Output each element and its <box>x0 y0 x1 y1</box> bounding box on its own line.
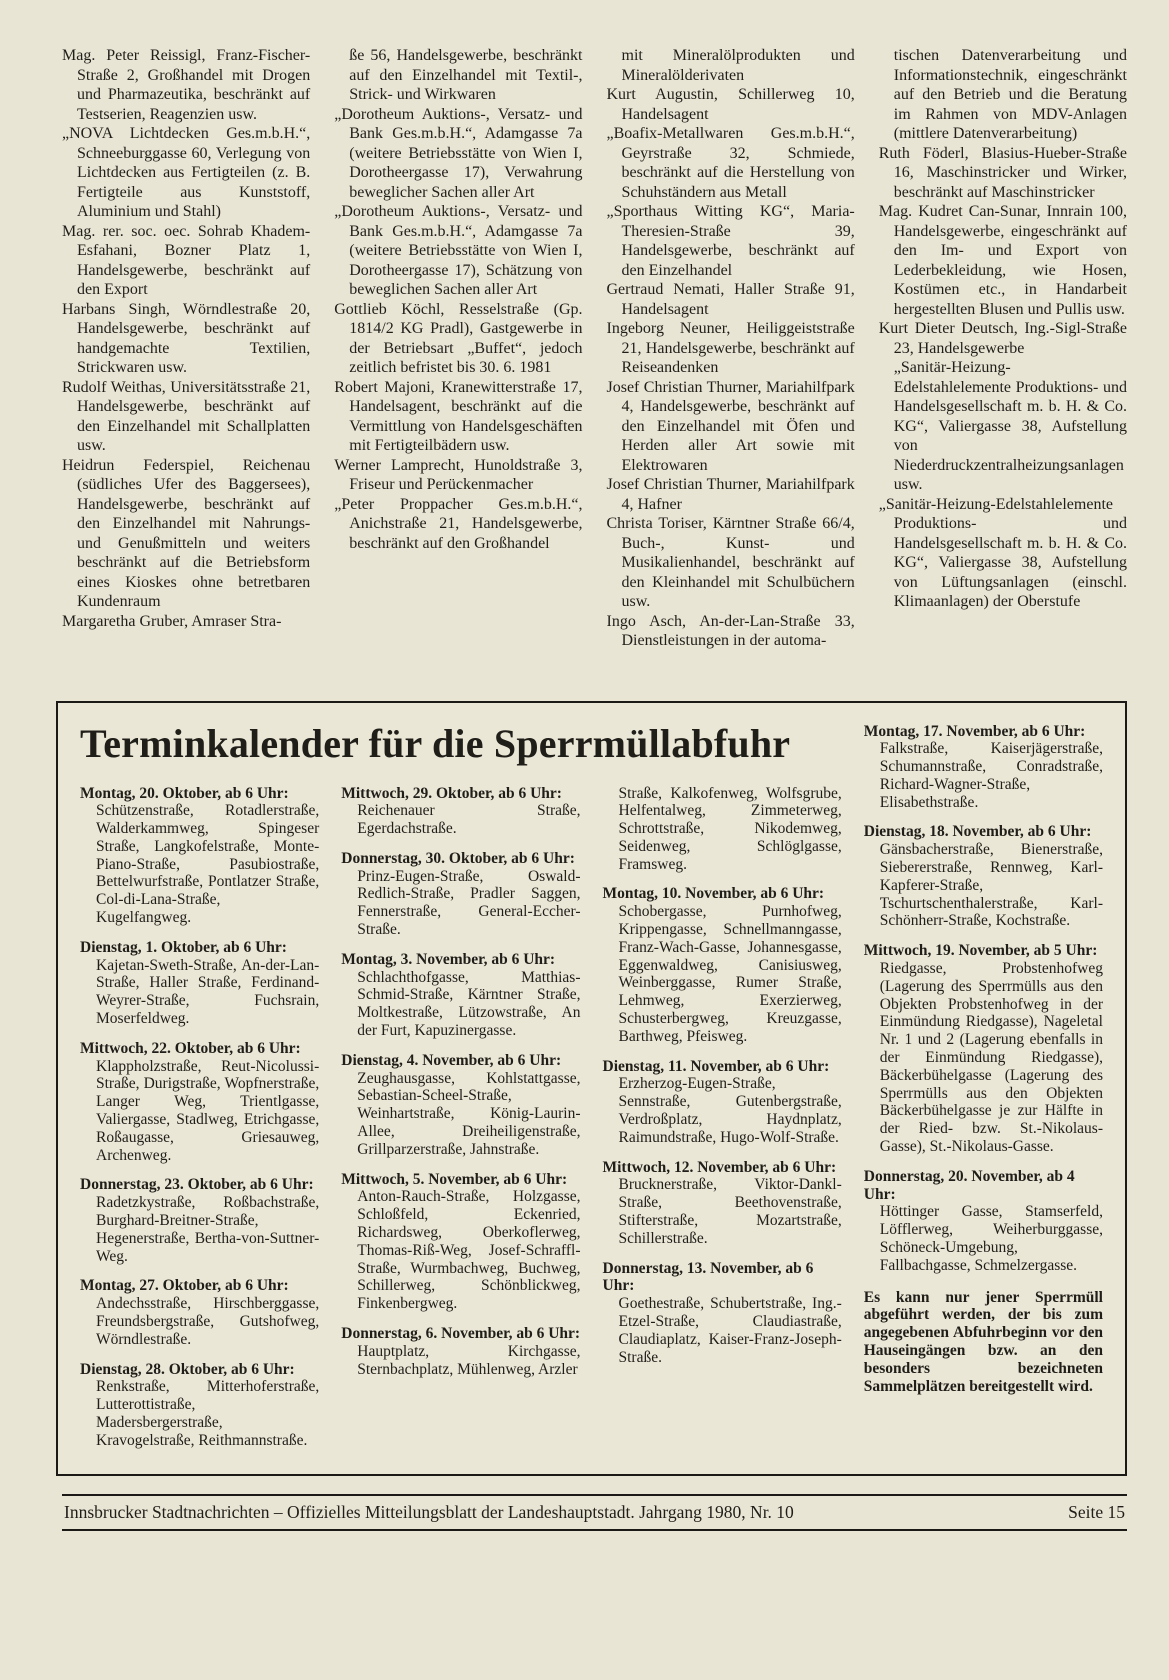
registration-entry: Robert Majoni, Kranewitterstraße 17, Handelsagent, beschränkt auf die Vermittlung von Handelsgeschäften mit Fertigteilbädern usw. <box>334 378 583 454</box>
registration-entry: Ruth Föderl, Blasius-Hueber-Straße 16, Maschinstricker und Wirker, beschränkt auf Maschinstricker <box>878 144 1127 201</box>
schedule-entry: Gänsbacherstraße, Bienerstraße, Siebererstraße, Rennweg, Karl-Kapferer-Straße, Tschurtschenthalerstraße, Karl-Schönherr-Straße, Kochstraße. <box>879 841 1103 930</box>
schedule-entry: Dienstag, 18. November, ab 6 Uhr: <box>863 823 1092 841</box>
schedule-entry: Dienstag, 1. Oktober, ab 6 Uhr: <box>80 938 287 956</box>
schedule-entry: Riedgasse, Probstenhofweg (Lagerung des Sperrmülls aus den Objekten Probstenhofweg in der Einmündung Riedgasse), Nageletal Nr. 1 und 2 (Lagerung ebenfalls in der Einmündung Riedgasse), Bäckerbühelgasse (Lagerung des Sperrmülls aus den Objekten Bäckerbühelgasse je zur Hälfte in der Ried- bzw. St.-Nikolaus-Gasse), St.-Nikolaus-Gasse. <box>879 960 1103 1156</box>
page-footer <box>62 1494 1127 1531</box>
registration-entry: Heidrun Federspiel, Reichenau (südliches Ufer des Baggersees), Handelsgewerbe, beschränkt auf den Einzelhandel mit Nahrungs- und Genußmitteln und weiters beschränkt auf die Betriebsform eines Kioskes ohne betretbaren Kundenraum <box>62 456 311 610</box>
schedule-entry: Zeughausgasse, Kohlstattgasse, Sebastian-Scheel-Straße, Weinhartstraße, König-Laurin-Allee, Dreiheiligenstraße, Grillparzerstraße, Jahnstraße. <box>357 1069 581 1158</box>
registration-entry: Ingeborg Neuner, Heiliggeiststraße 21, Handelsgewerbe, beschränkt auf Reiseandenken <box>606 320 855 376</box>
registration-entry: tischen Datenverarbeitung und Informationstechnik, eingeschränkt auf den Betrieb und die Beratung im Rahmen von MDV-Anlagen (mittlere Datenverarbeitung) <box>893 47 1127 142</box>
schedule-entry: Donnerstag, 6. November, ab 6 Uhr: <box>341 1325 581 1343</box>
schedule-entry: Mittwoch, 12. November, ab 6 Uhr: <box>602 1158 837 1176</box>
schedule-entry: Mittwoch, 29. Oktober, ab 6 Uhr: <box>341 784 562 802</box>
schedule-entry: Höttinger Gasse, Stamserfeld, Löfflerweg, Weiherburggasse, Schöneck-Umgebung, Fallbachgasse, Schmelzergasse. <box>879 1203 1103 1274</box>
registration-entry: Ingo Asch, An-der-Lan-Straße 33, Dienstleistungen in der automa- <box>606 612 855 649</box>
schedule-entry: Kajetan-Sweth-Straße, An-der-Lan-Straße, Haller Straße, Ferdinand-Weyrer-Straße, Fuchsrain, Moserfeldweg. <box>96 956 320 1028</box>
registration-entry: „Sanitär-Heizung-Edelstahlelemente Produktions- und Handelsgesellschaft m. b. H. & Co. KG“, Valiergasse 38, Aufstellung von Lüftungsanlagen (einschl. Klimaanlagen) der Oberstufe <box>878 495 1127 610</box>
footer-bottom-rule <box>62 1529 1127 1531</box>
terminkalender-title: Terminkalender für die Sperrmüllabfuhr <box>80 720 791 766</box>
schedule-entry: Montag, 17. November, ab 6 Uhr: <box>863 722 1086 740</box>
schedule-entry: Klappholzstraße, Reut-Nicolussi-Straße, Durigstraße, Wopfnerstraße, Langer Weg, Trientlgasse, Valiergasse, Stadlweg, Etrichgasse, Roßaugasse, Griesauweg, Archenweg. <box>96 1057 320 1164</box>
registration-entry: ße 56, Handelsgewerbe, beschränkt auf den Einzelhandel mit Textil-, Strick- und Wirkwaren <box>349 47 583 103</box>
schedule-entry: Reichenauer Straße, Egerdachstraße. <box>357 802 581 838</box>
schedule-entry: Montag, 10. November, ab 6 Uhr: <box>602 885 825 903</box>
schedule-column-4 <box>864 715 1103 1450</box>
business-registrations-section <box>62 46 1127 651</box>
registration-entry: Kurt Dieter Deutsch, Ing.-Sigl-Straße 23, Handelsgewerbe <box>878 320 1127 357</box>
footer-page-number: Seite 15 <box>1068 1502 1125 1522</box>
schedule-entry: Schlachthofgasse, Matthias-Schmid-Straße, Kärntner Straße, Moltkestraße, Lützowstraße, An der Furt, Kapuzinergasse. <box>357 968 581 1040</box>
registration-entry: Mag. rer. soc. oec. Sohrab Khadem-Esfahani, Bozner Platz 1, Handelsgewerbe, beschränkt auf den Export <box>62 222 311 298</box>
registration-entry: Gertraud Nemati, Haller Straße 91, Handelsagent <box>606 281 855 318</box>
schedule-entry: Dienstag, 11. November, ab 6 Uhr: <box>602 1057 830 1075</box>
registrations-column-3 <box>607 46 855 651</box>
schedule-entry: Erzherzog-Eugen-Straße, Sennstraße, Gutenbergstraße, Verdroßplatz, Haydnplatz, Raimundstraße, Hugo-Wolf-Straße. <box>618 1075 842 1146</box>
registration-entry: Mag. Peter Reissigl, Franz-Fischer-Straße 2, Großhandel mit Drogen und Pharmazeutika, beschränkt auf Testserien, Reagenzien usw. <box>62 47 311 123</box>
schedule-column-2 <box>341 785 580 1450</box>
schedule-entry: Radetzkystraße, Roßbachstraße, Burghard-Breitner-Straße, Hegenerstraße, Bertha-von-Suttner-Weg. <box>96 1194 320 1265</box>
registration-entry: mit Mineralölprodukten und Mineralölderivaten <box>621 47 855 84</box>
schedule-entry: Montag, 20. Oktober, ab 6 Uhr: <box>80 784 289 802</box>
registrations-column-4 <box>879 46 1127 651</box>
registration-entry: „Boafix-Metallwaren Ges.m.b.H.“, Geyrstraße 32, Schmiede, beschränkt auf die Herstellung von Schuhständern aus Metall <box>606 125 855 201</box>
registration-entry: Werner Lamprecht, Hunoldstraße 3, Friseur und Perückenmacher <box>334 456 583 493</box>
schedule-entry: Donnerstag, 13. November, ab 6 Uhr: <box>602 1259 814 1295</box>
footer-row <box>62 1496 1127 1529</box>
schedule-entry: Donnerstag, 30. Oktober, ab 6 Uhr: <box>341 849 575 867</box>
registration-entry: „Dorotheum Auktions-, Versatz- und Bank Ges.m.b.H.“, Adamgasse 7a (weitere Betriebsstätte von Wien I, Dorotheergasse 17), Schätzung von beweglichen Sachen aller Art <box>334 203 583 298</box>
registration-entry: Josef Christian Thurner, Mariahilfpark 4, Hafner <box>606 476 855 513</box>
schedule-entry: Hauptplatz, Kirchgasse, Sternbachplatz, Mühlenweg, Arzler <box>357 1342 581 1378</box>
schedule-entry: Dienstag, 28. Oktober, ab 6 Uhr: <box>80 1360 295 1378</box>
registration-entry: „Sanitär-Heizung-Edelstahlelemente Produktions- und Handelsgesellschaft m. b. H. & Co. KG“, Valiergasse 38, Aufstellung von Niederdruckzentralheizungsanlagen usw. <box>893 359 1127 493</box>
registration-entry: Rudolf Weithas, Universitätsstraße 21, Handelsgewerbe, beschränkt auf den Einzelhandel mit Schallplatten usw. <box>62 378 311 454</box>
registrations-column-2 <box>334 46 582 651</box>
schedule-entry: Mittwoch, 19. November, ab 5 Uhr: <box>863 942 1098 960</box>
registration-entry: „Dorotheum Auktions-, Versatz- und Bank Ges.m.b.H.“, Adamgasse 7a (weitere Betriebsstätte von Wien I, Dorotheergasse 17), Verwahrung beweglicher Sachen aller Art <box>334 105 583 201</box>
schedule-entry: Schobergasse, Purnhofweg, Krippengasse, Schnellmanngasse, Franz-Wach-Gasse, Johannesgasse, Eggenwaldweg, Canisiusweg, Weinberggasse, Rumer Straße, Lehmweg, Exerzierweg, Schusterbergweg, Kreuzgasse, Barthweg, Pfeisweg. <box>618 903 842 1045</box>
registration-entry: „Sporthaus Witting KG“, Maria-Theresien-Straße 39, Handelsgewerbe, beschränkt auf den Einzelhandel <box>606 203 855 279</box>
registration-entry: Kurt Augustin, Schillerweg 10, Handelsagent <box>606 86 855 123</box>
registration-entry: Harbans Singh, Wörndlestraße 20, Handelsgewerbe, beschränkt auf handgemachte Textilien, Strickwaren usw. <box>62 300 311 376</box>
registration-entry: Josef Christian Thurner, Mariahilfpark 4, Handelsgewerbe, beschränkt auf den Einzelhandel mit Öfen und Herden aller Art sowie mit Elektrowaren <box>606 378 855 474</box>
registration-entry: Margaretha Gruber, Amraser Stra- <box>62 612 282 630</box>
schedule-entry: Donnerstag, 20. November, ab 4 Uhr: <box>863 1167 1075 1203</box>
registration-entry: Gottlieb Köchl, Resselstraße (Gp. 1814/2 KG Pradl), Gastgewerbe in der Betriebsart „Buffet“, jedoch zeitlich befristet bis 30. 6. 1981 <box>334 300 583 376</box>
schedule-entry: Montag, 3. November, ab 6 Uhr: <box>341 950 556 968</box>
registrations-column-1 <box>62 46 310 651</box>
registration-entry: Mag. Kudret Can-Sunar, Innrain 100, Handelsgewerbe, eingeschränkt auf den Im- und Export von Lederbekleidung, wie Hosen, Kostümen etc., in Handarbeit hergestellten Blusen und Pullis usw. <box>878 203 1127 318</box>
schedule-entry: Andechsstraße, Hirschberggasse, Freundsbergstraße, Gutshofweg, Wörndlestraße. <box>96 1295 320 1348</box>
schedule-entry: Dienstag, 4. November, ab 6 Uhr: <box>341 1051 562 1069</box>
schedule-entry: Renkstraße, Mitterhoferstraße, Lutterottistraße, Madersbergerstraße, Kravogelstraße, Reithmannstraße. <box>96 1378 320 1449</box>
schedule-entry: Mittwoch, 5. November, ab 6 Uhr: <box>341 1170 568 1188</box>
registration-entry: „NOVA Lichtdecken Ges.m.b.H.“, Schneeburggasse 60, Verlegung von Lichtdecken aus Fertigteilen (z. B. Fertigteile aus Kunststoff, Aluminium und Stahl) <box>62 125 311 220</box>
schedule-column-3 <box>603 785 842 1450</box>
schedule-column-1 <box>80 785 319 1450</box>
footer-publication-info: Innsbrucker Stadtnachrichten – Offizielles Mitteilungsblatt der Landeshauptstadt. Jahrgang 1980, Nr. 10 <box>64 1502 794 1522</box>
schedule-entry: Straße, Kalkofenweg, Wolfsgrube, Helfentalweg, Zimmeterweg, Schrottstraße, Nikodemweg, Seidenweg, Schlöglgasse, Framsweg. <box>618 784 842 873</box>
schedule-entry: Brucknerstraße, Viktor-Dankl-Straße, Beethovenstraße, Stifterstraße, Mozartstraße, Schillerstraße. <box>618 1176 842 1247</box>
schedule-entry: Prinz-Eugen-Straße, Oswald-Redlich-Straße, Pradler Saggen, Fennerstraße, General-Eccher-Straße. <box>357 867 581 939</box>
schedule-entry: Schützenstraße, Rotadlerstraße, Walderkammweg, Spingeser Straße, Langkofelstraße, Monte-Piano-Straße, Pasubiostraße, Bettelwurfstraße, Pontlatzer Straße, Col-di-Lana-Straße, Kugelfangweg. <box>96 802 320 927</box>
schedule-entry: Montag, 27. Oktober, ab 6 Uhr: <box>80 1277 289 1295</box>
schedule-entry: Goethestraße, Schubertstraße, Ing.-Etzel-Straße, Claudiastraße, Claudiaplatz, Kaiser-Franz-Joseph-Straße. <box>618 1295 842 1366</box>
schedule-entry: Mittwoch, 22. Oktober, ab 6 Uhr: <box>80 1039 301 1057</box>
schedule-entry: Anton-Rauch-Straße, Holzgasse, Schloßfeld, Eckenried, Richardsweg, Oberkoflerweg, Thomas-Riß-Weg, Josef-Schraffl-Straße, Wurmbachweg, Buchweg, Schillerweg, Schönblickweg, Finkenbergweg. <box>357 1188 581 1313</box>
registration-entry: Christa Toriser, Kärntner Straße 66/4, Buch-, Kunst- und Musikalienhandel, beschränkt auf den Kleinhandel mit Schulbüchern usw. <box>606 515 855 610</box>
registration-entry: „Peter Proppacher Ges.m.b.H.“, Anichstraße 21, Handelsgewerbe, beschränkt auf den Großhandel <box>334 495 583 552</box>
terminkalender-box <box>56 701 1127 1476</box>
schedule-entry: Es kann nur jener Sperrmüll abgeführt werden, der bis zum angegebenen Abfuhrbeginn vor den Hauseingängen bzw. an den besonders bezeichneten Sammelplätzen bereitgestellt wird. <box>863 1288 1103 1395</box>
schedule-entry: Donnerstag, 23. Oktober, ab 6 Uhr: <box>80 1176 314 1194</box>
schedule-entry: Falkstraße, Kaiserjägerstraße, Schumannstraße, Conradstraße, Richard-Wagner-Straße, Elisabethstraße. <box>879 740 1103 811</box>
